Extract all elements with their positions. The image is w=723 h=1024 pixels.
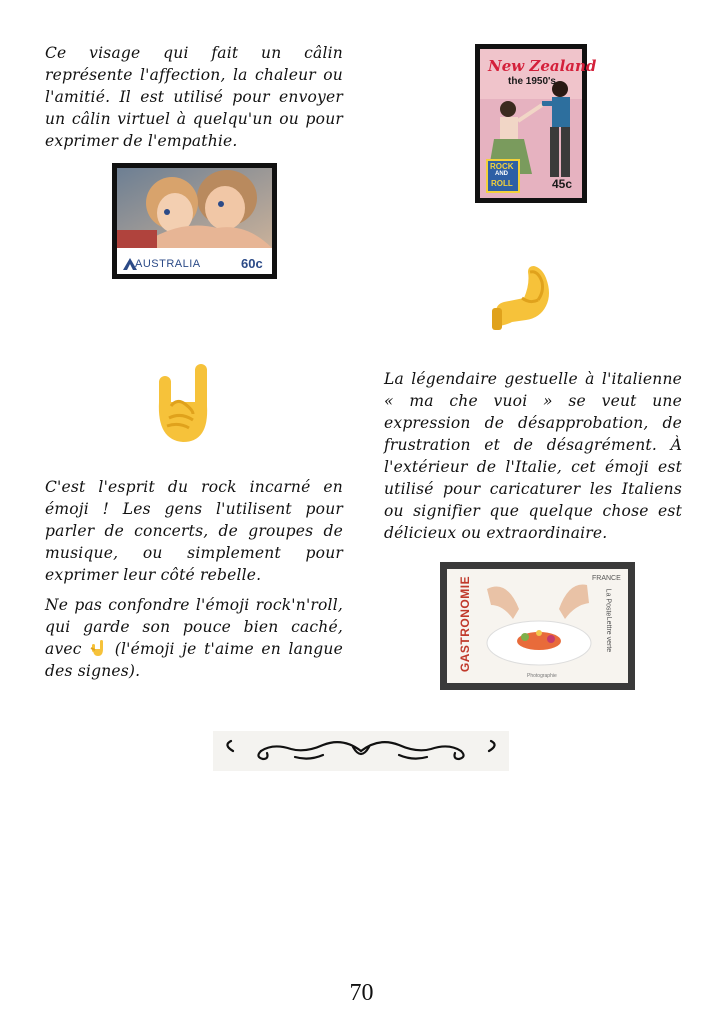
stamp-new-zealand-country: New Zealand — [488, 57, 597, 75]
paragraph-confuse-before: Ne pas confondre l'émoji rock'n'roll, qui garde son pouce bien caché, avec — [45, 596, 343, 658]
page-number: 70 — [349, 980, 374, 1006]
stamp-badge-line3: ROLL — [491, 179, 513, 188]
stamp-france-country: FRANCE — [592, 575, 621, 582]
love-you-gesture-emoji — [91, 640, 105, 656]
stamp-australia-photo — [117, 168, 272, 248]
paragraph-italian: La légendaire gestuelle à l'italienne « ma che vuoi » se veut une expression de désapprobation, de frustration et de désagrément. À l'extérieur de l'Italie, cet émoji est utilisé pour caricaturer les Italiens ou signifier que quelque chose est délicieux ou extraordinaire. — [384, 370, 682, 542]
pinched-fingers-emoji — [490, 264, 556, 334]
stamp-new-zealand — [475, 44, 597, 203]
stamp-new-zealand-subtitle: the 1950's — [508, 76, 556, 87]
stamp-france-label: Lettre verte — [605, 616, 613, 653]
paragraph-confuse — [45, 594, 343, 682]
paragraph-confuse-after: (l'émoji je t'aime en langue des signes). — [45, 640, 343, 680]
stamp-france-credit: Photographie — [527, 673, 557, 679]
paragraph-hug: Ce visage qui fait un câlin représente l'affection, la chaleur ou l'amitié. Il est utilisé pour envoyer un câlin virtuel à quelqu'un ou pour exprimer de l'empathie. — [45, 44, 343, 150]
stamp-france-post: La Poste — [604, 588, 612, 617]
stamp-badge-line2: AND — [495, 171, 508, 177]
stamp-france-art — [447, 569, 628, 683]
paragraph-rock: C'est l'esprit du rock incarné en émoji ! Les gens l'utilisent pour parler de concerts, de groupes de musique, ou simplement pour exprimer leur côté rebelle. — [45, 478, 343, 584]
stamp-france — [440, 562, 635, 690]
stamp-france-title: GASTRONOMIE — [458, 575, 473, 673]
stamp-australia-value: 60c — [241, 256, 263, 271]
stamp-new-zealand-badge — [486, 159, 520, 193]
sign-of-horns-emoji — [153, 362, 213, 446]
stamp-australia-country: AUSTRALIA — [135, 258, 201, 270]
stamp-australia — [112, 163, 277, 279]
stamp-badge-line1: ROCK — [490, 162, 514, 171]
stamp-new-zealand-value: 45c — [552, 177, 573, 191]
scroll-ornament — [213, 731, 509, 771]
